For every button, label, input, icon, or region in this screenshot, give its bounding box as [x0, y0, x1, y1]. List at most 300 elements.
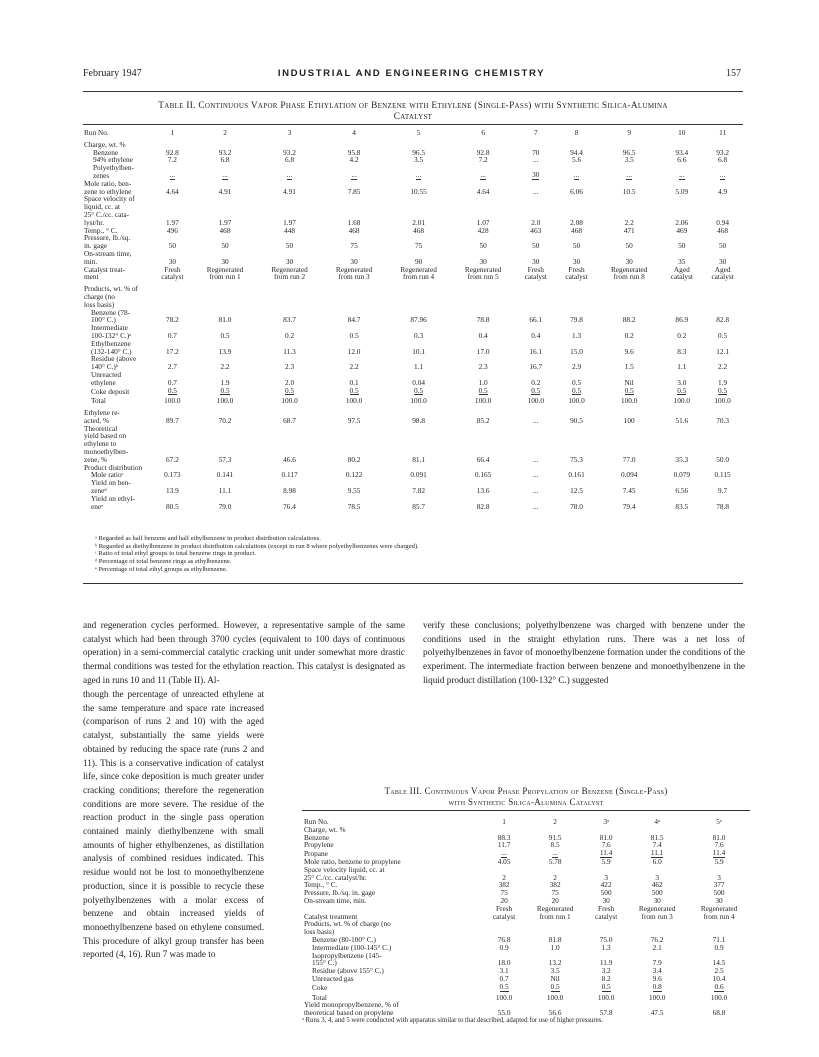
table3-cell-value: 75: [551, 888, 559, 898]
table2-cell-value: ...: [533, 186, 539, 196]
table2-cell-value: ...: [533, 454, 539, 464]
table2-cell: [451, 227, 516, 235]
table3-cell-value: 5.9: [601, 856, 611, 866]
table3-cell-value: 0.9: [714, 942, 724, 952]
table2-cell-value: 0.5: [220, 330, 230, 340]
table2-cell-value: 13.6: [476, 486, 490, 496]
table2-cell-value: 1.9: [718, 377, 728, 387]
table2-cell-value: 2.0: [284, 377, 295, 387]
table2-cell-value: 1.0: [478, 377, 488, 387]
table2-cell: [661, 164, 702, 180]
table2-cell-value: 30: [532, 256, 540, 266]
table3-cell-value: 71.1: [712, 934, 726, 944]
table2-footnotes: [95, 535, 419, 574]
table2-cell-value: ...: [415, 169, 422, 179]
table2-cell-value: 79.4: [622, 501, 636, 511]
table2-cell-value: 4.64: [476, 186, 490, 196]
table2-cell: [451, 234, 516, 250]
table2-cell: [322, 395, 387, 405]
table2-cell: [515, 425, 556, 464]
table2-cell: [322, 479, 387, 495]
table3-cell: [626, 983, 688, 992]
table2-cell-value: 0.141: [216, 470, 234, 480]
table2-footnote: ᵈ Percentage of total benzene rings as ethylbenzene.: [95, 558, 232, 566]
table2-cell-value: ...: [533, 470, 539, 480]
body-paragraph-col1-top: and regeneration cycles performed. However, a representative sample of the same catalyst which had been through 3700 cycles (equivalent to 100 days of continuous operation) in a semi-commercial catalytic cracking unit under somewhat more drastic thermal conditions was tested for the ethylation reaction. This catalyst is designated as aged in runs 10 and 11 (Table II). Al-: [83, 620, 405, 685]
table2-cell-value: 50: [479, 241, 487, 251]
table2-cell: [257, 425, 322, 464]
table2-row-label: Yield on ethyl- eneᵉ: [91, 493, 135, 511]
table2-cell: [386, 266, 451, 282]
table2-cell: [597, 387, 662, 396]
table3-cell: [484, 944, 524, 952]
table2-cell: [451, 395, 516, 405]
table2-cell: [193, 425, 258, 464]
table2-cell-value: 2.2: [349, 362, 359, 372]
table2-cell: [257, 180, 322, 196]
table2-cell-value2: from run 5: [467, 272, 499, 282]
table2-cell: [515, 250, 556, 266]
table2-cell-value: 75.3: [570, 454, 583, 464]
table2-cell-value: 471: [623, 225, 635, 235]
table2-cell-value: 6.8: [220, 155, 230, 165]
table2-cell: [152, 495, 193, 511]
table2-cell-value2: from run 4: [403, 272, 435, 282]
table2-cell-value: Regenerated: [400, 264, 437, 274]
table2-row-label: Benzene: [93, 147, 119, 157]
table3-cell-value: 14.5: [712, 958, 726, 968]
table3-cell-value: 7.9: [652, 958, 662, 968]
table2-row-label: Total: [91, 396, 106, 406]
table2-cell: [257, 479, 322, 495]
table2-cell: [515, 227, 556, 235]
table3-cell: [688, 866, 750, 882]
table2-cell: [556, 309, 597, 325]
table2-cell-value: Regenerated: [335, 264, 373, 274]
table2-cell-value: 30: [718, 256, 727, 266]
table2-row-label: Yield on ben- zeneᵈ: [91, 478, 131, 496]
table3-cell-value: 3: [717, 872, 721, 882]
table2-cell-value: 88.2: [622, 315, 636, 325]
table3-cell: [484, 866, 524, 882]
table2-products-header-line: loss basis): [84, 299, 115, 309]
table3-cell-value: 11.7: [497, 840, 511, 850]
table3-run-label: Run No.: [304, 817, 329, 826]
table2-cell: [597, 227, 662, 235]
table2-cell-value: 468: [717, 225, 729, 235]
table2-cell-value: 4.91: [218, 186, 232, 196]
table2-cell-value: 2.06: [675, 217, 689, 227]
table2-cell: [702, 387, 743, 396]
table3-row-label: Catalyst treatment: [304, 911, 358, 921]
table2-row: [83, 340, 743, 356]
table2-cell-value: 7.2: [167, 155, 177, 165]
table2-cell: [515, 180, 556, 196]
table2-cell: [257, 395, 322, 405]
table2-cell: [556, 340, 597, 356]
table2-cell-value: 15.0: [570, 346, 583, 356]
table2-cell-value: 6.56: [675, 486, 689, 496]
table2-cell-value: ...: [480, 169, 486, 179]
table2-cell-value: 0.079: [673, 470, 691, 480]
table3-cell: [586, 944, 626, 952]
table2-cell-value: 100.0: [620, 396, 638, 406]
table2-cell-value: 66.4: [476, 454, 490, 464]
table2-cell: [193, 355, 258, 371]
table2-cell: [556, 180, 597, 196]
table2-cell: [386, 371, 451, 387]
table2-products-header-row: [83, 285, 743, 308]
table2-row: [83, 149, 743, 157]
table3-cell-value: 81.0: [712, 832, 726, 842]
table2-cell-value: 82.8: [476, 501, 490, 511]
table3-cell: [688, 992, 750, 1002]
table2-cell-value: 7.85: [347, 186, 361, 196]
table2-cell: [322, 164, 387, 180]
table3-title-line2: with Synthetic Silica-Alumina Catalyst: [448, 797, 604, 807]
table2-cell: [451, 479, 516, 495]
table2-cell: [257, 227, 322, 235]
table2-cell-value: 0.122: [345, 470, 363, 480]
table2-cell-value: 0.2: [677, 330, 687, 340]
table2-cell-value2: catalyst: [565, 272, 588, 282]
table2-cell: [556, 395, 597, 405]
table2-cell: [322, 355, 387, 371]
table3-row: [302, 952, 750, 968]
table2-cell: [661, 195, 702, 226]
table3-cell: [586, 1001, 626, 1017]
table2-cell-value: Fresh: [568, 264, 585, 274]
table3-cell-value: 3.4: [652, 966, 662, 976]
table2-cell-value: 75: [350, 241, 358, 251]
table2-cell: [515, 479, 556, 495]
table2-cell-value: 1.68: [347, 217, 361, 227]
table2-cell-value: 0.7: [167, 330, 177, 340]
table2-cell: [451, 156, 516, 164]
table2-cell: [661, 387, 702, 396]
table2-cell: [661, 250, 702, 266]
table2-cell: [193, 266, 258, 282]
table2-cell: [702, 156, 743, 164]
table2-run-label: Run No.: [84, 128, 109, 137]
table2-cell-value: 0.173: [164, 470, 181, 480]
table3-cell-value: 3: [655, 872, 659, 882]
table2-cell: [597, 309, 662, 325]
table3-cell-value: 75: [500, 888, 508, 898]
table2-cell-value: 3.5: [414, 155, 424, 165]
table2-cell-value: 0.5: [571, 377, 582, 387]
body-paragraph-col1-wrap: though the percentage of unreacted ethylene at the same temperature and space rate increased (comparison of runs 2 and 10) with the aged catalyst, substantially the same yields were obtained by reducing the space rate (runs 2 and 11). This is a conservative indication of catalyst life, since coke deposition is much greater under cracking conditions; therefore the regeneration conditions are more severe. The residue of the reaction product in the single pass operation contained mainly diethylbenzene with small amounts of higher ethylbenzenes, as distillation analysis of combined residues indicated. This residue would not be lost to monoethylbenzene production, since it is possible to recycle these polyethylbenzenes with a molar excess of benzene and obtain increased yields of monoethylbenzene based on ethylene consumed. This procedure of alkyl group transfer has been reported (4, 16). Run 7 was made to: [83, 689, 264, 960]
table2-cell: [597, 355, 662, 371]
table2-cell-value: ...: [573, 169, 580, 179]
table3-row: [302, 889, 750, 897]
table2-cell: [152, 371, 193, 387]
table2-cell: [386, 180, 451, 196]
table2-cell-value: 94.4: [570, 147, 583, 157]
table2-cell-value: 85.7: [412, 501, 425, 511]
table2-cell-value: 468: [571, 225, 582, 235]
table2-cell: [257, 324, 322, 340]
table2-cell: [193, 479, 258, 495]
table2-cell-value: 2.2: [624, 217, 634, 227]
table3-cell-value: ...: [501, 848, 507, 858]
table2-cell: [386, 395, 451, 405]
table2-cell: [193, 395, 258, 405]
table2-cell: [386, 195, 451, 226]
table3-cell-value: 6.0: [652, 856, 662, 866]
table2-cell-value: 468: [413, 225, 425, 235]
table3-cell-value: 377: [713, 880, 725, 890]
table3-row-label: Space velocity liquid, cc. at 25° C./cc. catalyst/hr.: [304, 864, 385, 882]
table2-cell: [556, 156, 597, 164]
table2-cell-value: ...: [169, 169, 176, 179]
table2-cell-value: 16.1: [529, 346, 543, 356]
table2-cell: [451, 387, 516, 396]
table2-cell-value: 90: [414, 256, 423, 266]
table3-cell-value: 0.9: [499, 942, 509, 952]
table2-cell: [193, 180, 258, 196]
table3-row: [302, 897, 750, 905]
table2-cell-value: 0.5: [284, 385, 295, 395]
table2-cell-value: 82.8: [716, 315, 729, 325]
table2-cell-value: 30: [625, 256, 633, 266]
table2-cell-value2: from run 8: [613, 272, 645, 282]
table2-cell-value: 89.7: [165, 415, 179, 425]
table2-cell-value: 4.64: [165, 186, 179, 196]
table3-cell-value: 20: [500, 895, 508, 905]
table2-cell: [451, 164, 516, 180]
table3-row-label: Yield monopropylbenzene, % of theoretical based on propylene: [304, 1000, 399, 1018]
table2-cell-value: 13.9: [165, 486, 179, 496]
table2-cell-value: 1.97: [218, 217, 232, 227]
table2-cell: [515, 340, 556, 356]
table2-cell: [257, 156, 322, 164]
table3-cell-value2: catalyst: [594, 911, 618, 921]
table2-cell-value: 51.6: [675, 415, 689, 425]
table2-cell-value: 9.6: [624, 346, 634, 356]
table3-cell-value: 11.4: [712, 848, 726, 858]
table2-cell-value: 0.091: [410, 470, 427, 480]
table2-cell-value: 7.2: [478, 155, 488, 165]
table2-cell-value: 76.4: [283, 501, 296, 511]
table2-row-label: Ethylbenzene (132-140° C.): [91, 338, 132, 356]
table2-cell: [515, 409, 556, 425]
table3-rule: [302, 810, 750, 811]
table2-cell: [661, 180, 702, 196]
table2-cell-value: 93.4: [675, 147, 689, 157]
table2-cell: [322, 495, 387, 511]
table3-row-label: Benzene: [304, 832, 330, 842]
table3-cell-value: 100.0: [495, 992, 513, 1002]
table2-cell: [386, 234, 451, 250]
table2-cell-value: 30: [572, 256, 581, 266]
table2-cell-value: 50: [678, 241, 686, 251]
table2-cell-value: 469: [676, 225, 688, 235]
table2-cell: [556, 227, 597, 235]
table2-cell-value: 1.3: [571, 330, 582, 340]
table2-cell: [702, 479, 743, 495]
table2-cell: [661, 395, 702, 405]
table2-cell-value: 0.094: [620, 470, 638, 480]
table2-cell-value: 1.1: [414, 362, 424, 372]
table3-cell-value2: from run 3: [641, 911, 673, 921]
table3-cell-value: 3.1: [499, 966, 509, 976]
table2-cell: [257, 195, 322, 226]
table2-cell-value: Fresh: [527, 264, 544, 274]
table2-cell: [597, 395, 662, 405]
table2-cell-value: 50: [625, 241, 633, 251]
table2-cell: [257, 309, 322, 325]
table2-run-number: 4: [352, 128, 356, 137]
table2-row-label: 94% ethylene: [93, 155, 133, 165]
table2-cell: [661, 495, 702, 511]
table2-row-label: Intermediate 100-132° C.)ᵃ: [91, 323, 132, 340]
table3-cell-value: 91.5: [548, 832, 562, 842]
table2-cell: [322, 156, 387, 164]
table2-row: [83, 371, 743, 387]
table3-run-number: 3ᵃ: [603, 817, 609, 826]
table2-run-number: 10: [678, 128, 686, 137]
table3-cell-value: 2: [502, 872, 506, 882]
table3-cell-value: 500: [713, 888, 725, 898]
table2-cell: [515, 395, 556, 405]
table2-cell-value: 10.5: [622, 186, 636, 196]
table2-cell: [322, 180, 387, 196]
table2-cell-value: 0.5: [349, 385, 359, 395]
table2-cell-value: 30: [168, 256, 177, 266]
table2-cell: [152, 355, 193, 371]
table2-cell-value: 3.5: [624, 155, 634, 165]
table2-row: [83, 195, 743, 226]
table2-cell: [322, 471, 387, 479]
table2-cell: [597, 409, 662, 425]
table2-cell: [556, 471, 597, 479]
table2-cell-value: 78.8: [716, 501, 729, 511]
table3-cell-value: 5.78: [548, 856, 562, 866]
table2-row-label: Temp., ° C.: [84, 225, 118, 235]
table2-cell: [702, 409, 743, 425]
table2-cell: [661, 371, 702, 387]
table3-cell: [688, 858, 750, 866]
table2-row-label: Theoretical yield based on ethylene to monoethylben- zene, %: [84, 423, 129, 464]
table2-cell: [661, 425, 702, 464]
table3-cell-value: 57.8: [599, 1008, 613, 1018]
table3-cell: [484, 992, 524, 1002]
table2-cell: [193, 387, 258, 396]
table2-cell-value: 4.2: [349, 155, 359, 165]
table3-cell-value2: from run 1: [539, 911, 571, 921]
table2-cell: [515, 387, 556, 396]
table2-cell-value: 12.1: [716, 346, 729, 356]
table2-cell-value: 100.0: [527, 396, 544, 406]
table2-run-number: 11: [719, 128, 727, 137]
table2-row-label: Mole ratio, ben- zene to ethylene: [84, 178, 132, 196]
table3-cell-value: 75.0: [599, 934, 613, 944]
table3-row: [302, 905, 750, 921]
table2-cell: [597, 266, 662, 282]
table2-cell-value: 0.5: [349, 330, 359, 340]
table3-cell-value: 8.5: [550, 840, 560, 850]
table2-cell: [386, 355, 451, 371]
table3-cell: [688, 983, 750, 992]
table2-footnote: ᵉ Percentage of total ethyl groups as ethylbenzene.: [95, 565, 228, 573]
table2-cell-value: 1.1: [677, 362, 687, 372]
table2-products-header-line: charge (no: [84, 291, 115, 301]
table2-cell: [322, 425, 387, 464]
table2-cell-value: 100.0: [673, 396, 691, 406]
table2-row-label: Polyethylben- zenes: [93, 163, 134, 180]
table3-row-label: Propylene: [304, 840, 334, 850]
table2-cell: [193, 340, 258, 356]
table2-cell-value: 468: [348, 225, 360, 235]
table2-cell: [152, 395, 193, 405]
table3-cell: [524, 952, 586, 968]
table3-cell-value: 76.8: [497, 934, 511, 944]
table2-cell: [556, 266, 597, 282]
table3-cell: [626, 992, 688, 1002]
table2-cell: [556, 195, 597, 226]
table2-cell-value: 96.5: [622, 147, 636, 157]
table2-cell-value2: from run 2: [273, 272, 306, 282]
table2-cell-value: 30: [479, 256, 487, 266]
table2-cell-value: 7.45: [622, 486, 636, 496]
table2-row-label: On-stream time, min.: [84, 248, 132, 266]
table3-cell-value: Fresh: [598, 903, 615, 913]
table2-cell: [597, 180, 662, 196]
table2-cell: [257, 371, 322, 387]
table2-cell: [193, 309, 258, 325]
table3-row-label: Coke: [312, 982, 328, 992]
table3-cell: [586, 858, 626, 866]
table2-cell: [556, 164, 597, 180]
table2-cell: [152, 340, 193, 356]
table3-cell: [626, 905, 688, 921]
table3-row-label: Unreacted gas: [312, 973, 354, 983]
table2-cell: [322, 409, 387, 425]
table2-cell-value: 0.2: [284, 330, 295, 340]
table2-row: [83, 156, 743, 164]
table2-cell: [322, 227, 387, 235]
table2-cell-value: Regenerated: [206, 264, 244, 274]
table2-cell-value: 0.5: [220, 385, 230, 395]
table2-run-number: 3: [287, 128, 292, 137]
table2-cell: [386, 164, 451, 180]
table2-cell-value: 12.0: [347, 346, 361, 356]
table2-cell: [661, 471, 702, 479]
table2-cell: [322, 340, 387, 356]
table3-cell: [586, 952, 626, 968]
table3-cell-value: 3.5: [550, 966, 560, 976]
table2-cell-value: ...: [626, 169, 632, 179]
table2-cell: [661, 227, 702, 235]
table2-cell-value: 0.5: [531, 385, 541, 395]
table2-cell-value: 17.2: [165, 346, 179, 356]
table2-cell-value: 35.3: [675, 454, 689, 464]
table3-cell: [626, 866, 688, 882]
table2-caption: [83, 101, 743, 123]
table2-cell: [556, 479, 597, 495]
table2-cell-value: 84.7: [347, 315, 361, 325]
table2-cell: [193, 227, 258, 235]
table2-footnote: ᵃ Regarded as half benzene and half ethylbenzene in product distribution calculations.: [95, 535, 321, 542]
table3-cell: [524, 944, 586, 952]
table2-cell-value: 95.8: [347, 147, 361, 157]
table2-cell-value: ...: [351, 169, 357, 179]
table2-bottom-rule: [83, 583, 743, 584]
table2-row: [83, 387, 743, 396]
table2-cell-value: 70.2: [218, 415, 232, 425]
table2-cell: [661, 409, 702, 425]
